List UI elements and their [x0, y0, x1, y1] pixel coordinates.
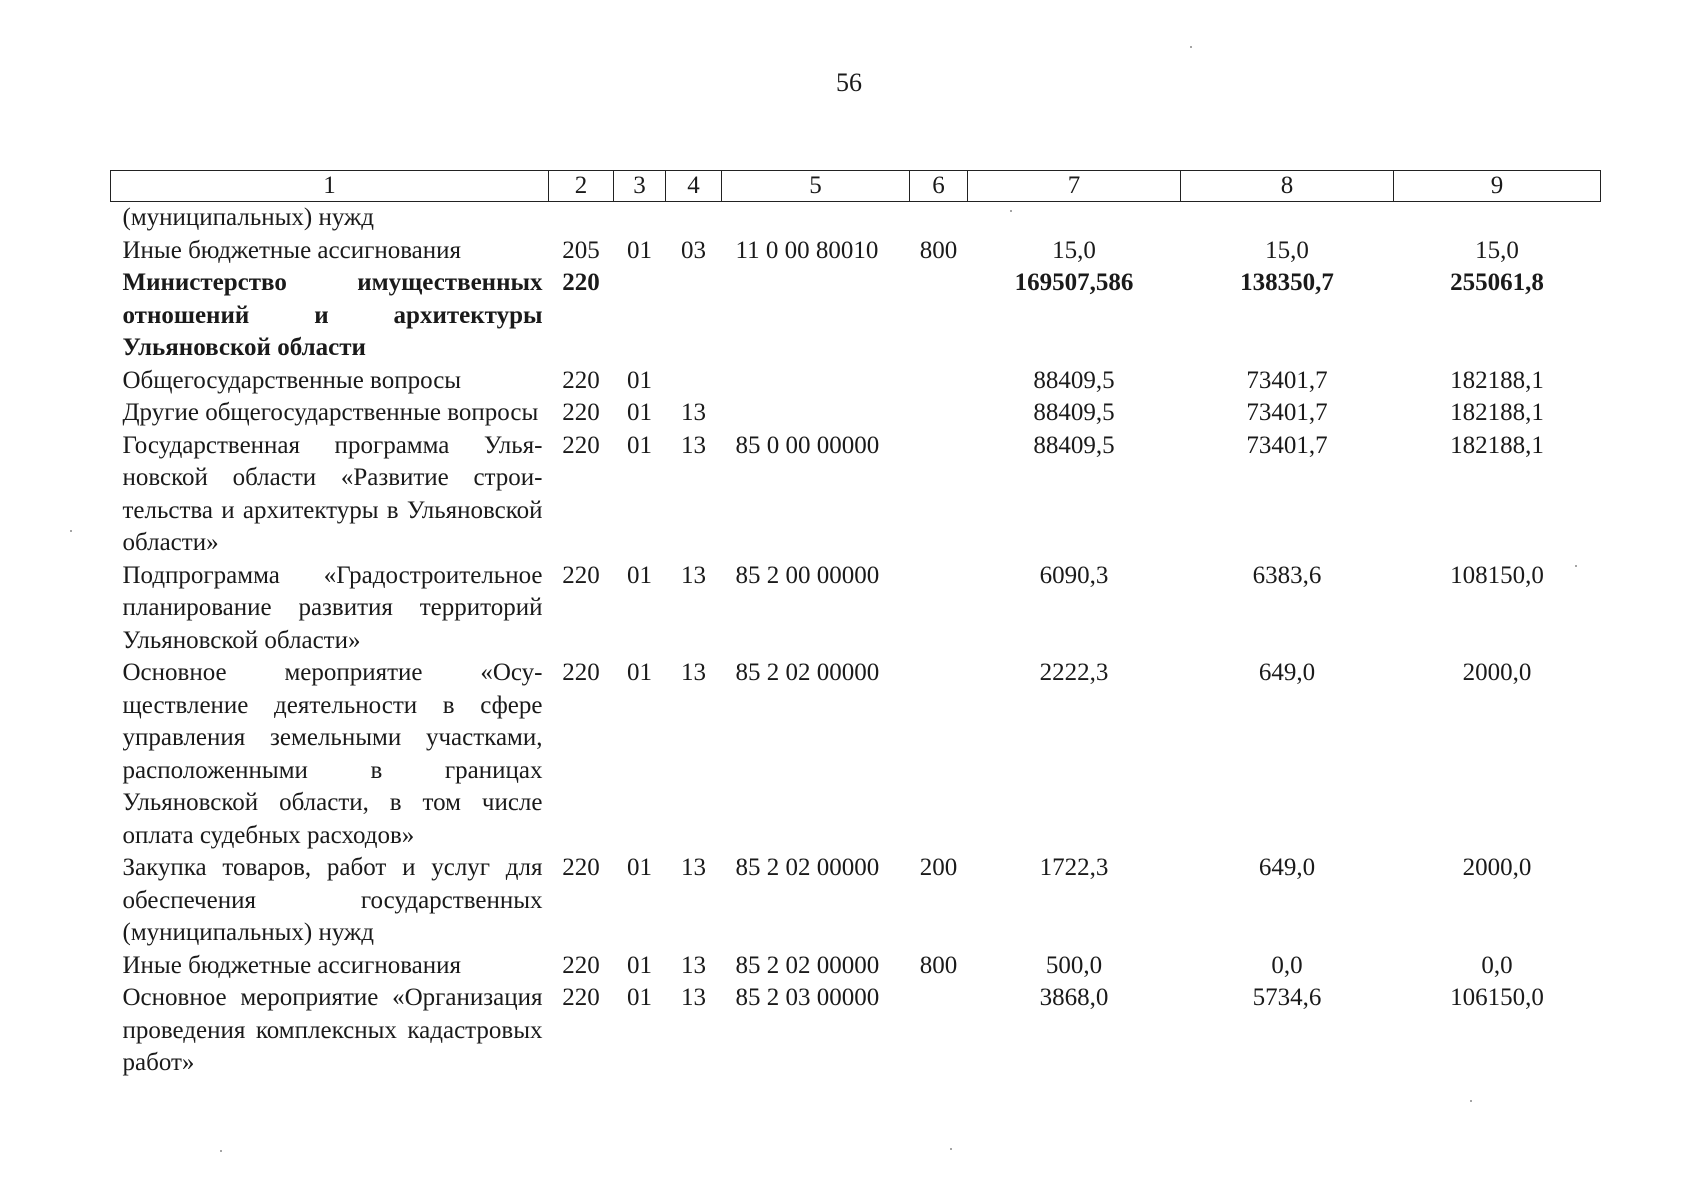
- col-4-subsection: 13: [681, 984, 706, 1011]
- col-7-amount: 3868,0: [1039, 984, 1109, 1011]
- col-6-type: 800: [919, 236, 958, 264]
- col-4-subsection: [666, 267, 722, 365]
- col-2-code: [549, 202, 614, 235]
- col-5-target: 11 0 00 80010: [735, 236, 879, 264]
- col-9-amount: 2000,0: [1462, 659, 1532, 686]
- scan-speck: [220, 1150, 222, 1152]
- col-4-subsection: 13: [681, 561, 706, 589]
- table-row: [111, 235, 1601, 268]
- col-8-amount: [1181, 202, 1394, 235]
- col-2-code: 220: [562, 431, 600, 459]
- scan-speck: [70, 530, 72, 532]
- row-name: Общегосударственные вопросы: [122, 366, 462, 394]
- col-2-code: 205: [562, 236, 600, 264]
- row-name: Закупка товаров, работ и услуг для обеспечения государственных (муниципальных) нужд: [122, 854, 543, 946]
- col-8-amount: 138350,7: [1240, 269, 1334, 296]
- col-3-section: 01: [627, 561, 652, 589]
- col-6-type: [910, 267, 968, 365]
- col-4-subsection: 13: [681, 854, 706, 881]
- col-9-amount: 106150,0: [1450, 984, 1544, 1011]
- col-6-type: [910, 657, 968, 852]
- col-5-target: [722, 365, 910, 398]
- col-3-section: 01: [627, 659, 652, 686]
- header-col-9: 9: [1394, 171, 1601, 202]
- table-row: [111, 982, 1601, 1080]
- table-row: [111, 852, 1601, 950]
- col-2-code: 220: [562, 366, 600, 394]
- row-name: Министерство имущественных отношений и архитектуры Ульяновской области: [122, 269, 543, 361]
- header-col-4: 4: [666, 171, 722, 202]
- table-row: [111, 365, 1601, 398]
- page-number: 56: [836, 68, 862, 97]
- row-name: Иные бюджетные ассигнования: [122, 951, 462, 979]
- col-3-section: 01: [627, 951, 652, 979]
- header-col-3: 3: [614, 171, 666, 202]
- row-name: Основное мероприятие «Организация проведения комплексных кадастровых работ»: [122, 984, 543, 1076]
- col-5-target: 85 2 02 00000: [735, 659, 880, 686]
- table-row: [111, 560, 1601, 658]
- col-5-target: [722, 397, 910, 430]
- col-5-target: [722, 267, 910, 365]
- col-6-type: [910, 560, 968, 658]
- col-4-subsection: 13: [681, 659, 706, 686]
- col-5-target: 85 2 02 00000: [735, 854, 880, 881]
- col-4-subsection: 13: [681, 431, 706, 459]
- col-5-target: 85 2 02 00000: [735, 951, 880, 979]
- row-name: Основное мероприятие «Осуществление деятельности в сфере управления земельными участками, расположенными в границах Ульяновской области, в том числе оплата судебных расходов»: [122, 659, 543, 849]
- col-8-amount: 73401,7: [1246, 366, 1328, 394]
- col-5-target: [722, 202, 910, 235]
- col-4-subsection: 13: [681, 951, 706, 979]
- col-2-code: 220: [562, 659, 600, 686]
- col-4-subsection: 13: [681, 399, 706, 426]
- col-6-type: [910, 397, 968, 430]
- col-6-type: [910, 202, 968, 235]
- col-7-amount: 500,0: [1045, 951, 1103, 979]
- col-3-section: 01: [627, 854, 652, 881]
- col-8-amount: 73401,7: [1246, 399, 1328, 426]
- col-8-amount: 5734,6: [1252, 984, 1322, 1011]
- col-7-amount: 6090,3: [1039, 561, 1109, 589]
- col-9-amount: [1394, 202, 1601, 235]
- header-col-6: 6: [910, 171, 968, 202]
- scan-speck: [1190, 46, 1192, 48]
- header-col-2: 2: [549, 171, 614, 202]
- col-5-target: 85 2 00 00000: [735, 561, 880, 589]
- budget-table: [110, 170, 1601, 1080]
- col-2-code: 220: [562, 854, 600, 881]
- col-9-amount: 182188,1: [1450, 366, 1544, 394]
- col-7-amount: 15,0: [1052, 236, 1096, 264]
- header-col-5: 5: [722, 171, 910, 202]
- col-8-amount: 6383,6: [1252, 561, 1322, 589]
- col-4-subsection: [666, 202, 722, 235]
- table-row: [111, 397, 1601, 430]
- table-row: [111, 430, 1601, 560]
- header-row: [111, 171, 1601, 202]
- col-3-section: [614, 267, 666, 365]
- col-9-amount: 0,0: [1481, 951, 1513, 979]
- col-2-code: 220: [562, 269, 600, 296]
- col-7-amount: 1722,3: [1039, 854, 1109, 881]
- col-9-amount: 108150,0: [1450, 561, 1544, 589]
- col-3-section: 01: [627, 236, 652, 264]
- row-name: Подпрограмма «Градостроительное планирование развития территорий Ульяновской области»: [122, 561, 543, 654]
- col-3-section: [614, 202, 666, 235]
- col-7-amount: 2222,3: [1039, 659, 1109, 686]
- col-7-amount: [968, 202, 1181, 235]
- col-7-amount: 88409,5: [1033, 366, 1115, 394]
- col-3-section: 01: [627, 431, 652, 459]
- scan-speck: [1575, 565, 1577, 567]
- row-name: (муниципальных) нужд: [122, 204, 375, 231]
- col-6-type: [910, 365, 968, 398]
- col-4-subsection: 03: [681, 236, 706, 264]
- col-3-section: 01: [627, 984, 652, 1011]
- col-2-code: 220: [562, 951, 600, 979]
- scan-speck: [950, 1148, 952, 1150]
- col-2-code: 220: [562, 984, 600, 1011]
- col-6-type: [910, 982, 968, 1080]
- table-body: [111, 202, 1601, 1080]
- header-col-1: 1: [111, 171, 549, 202]
- col-8-amount: 649,0: [1258, 854, 1316, 881]
- col-9-amount: 2000,0: [1462, 854, 1532, 881]
- col-6-type: 800: [919, 951, 958, 979]
- row-name: Иные бюджетные ассигнования: [122, 236, 462, 264]
- col-8-amount: 0,0: [1271, 951, 1303, 979]
- table-header: [111, 171, 1601, 202]
- header-col-7: 7: [968, 171, 1181, 202]
- header-col-8: 8: [1181, 171, 1394, 202]
- col-4-subsection: [666, 365, 722, 398]
- col-5-target: 85 2 03 00000: [735, 984, 880, 1011]
- col-7-amount: 169507,586: [1014, 269, 1134, 296]
- col-8-amount: 649,0: [1258, 659, 1316, 686]
- table-row: [111, 202, 1601, 235]
- scan-speck: [1010, 210, 1012, 212]
- col-2-code: 220: [562, 561, 600, 589]
- col-9-amount: 182188,1: [1450, 431, 1544, 459]
- col-9-amount: 255061,8: [1450, 269, 1544, 296]
- col-2-code: 220: [562, 399, 600, 426]
- row-name: Другие общегосударственные вопросы: [122, 399, 539, 426]
- col-9-amount: 182188,1: [1450, 399, 1544, 426]
- col-9-amount: 15,0: [1475, 236, 1519, 264]
- table-row: [111, 267, 1601, 365]
- col-8-amount: 15,0: [1265, 236, 1309, 264]
- col-3-section: 01: [627, 366, 652, 394]
- col-7-amount: 88409,5: [1033, 399, 1115, 426]
- row-name: Государственная программа Ульяновской области «Развитие строительства и архитектуры в Ульяновской области»: [122, 431, 543, 556]
- table-row: [111, 657, 1601, 852]
- col-7-amount: 88409,5: [1033, 431, 1115, 459]
- table-row: [111, 950, 1601, 983]
- col-8-amount: 73401,7: [1246, 431, 1328, 459]
- col-6-type: [910, 430, 968, 560]
- scan-speck: [1470, 1100, 1472, 1102]
- col-3-section: 01: [627, 399, 652, 426]
- col-6-type: 200: [919, 854, 958, 881]
- col-5-target: 85 0 00 00000: [735, 431, 880, 459]
